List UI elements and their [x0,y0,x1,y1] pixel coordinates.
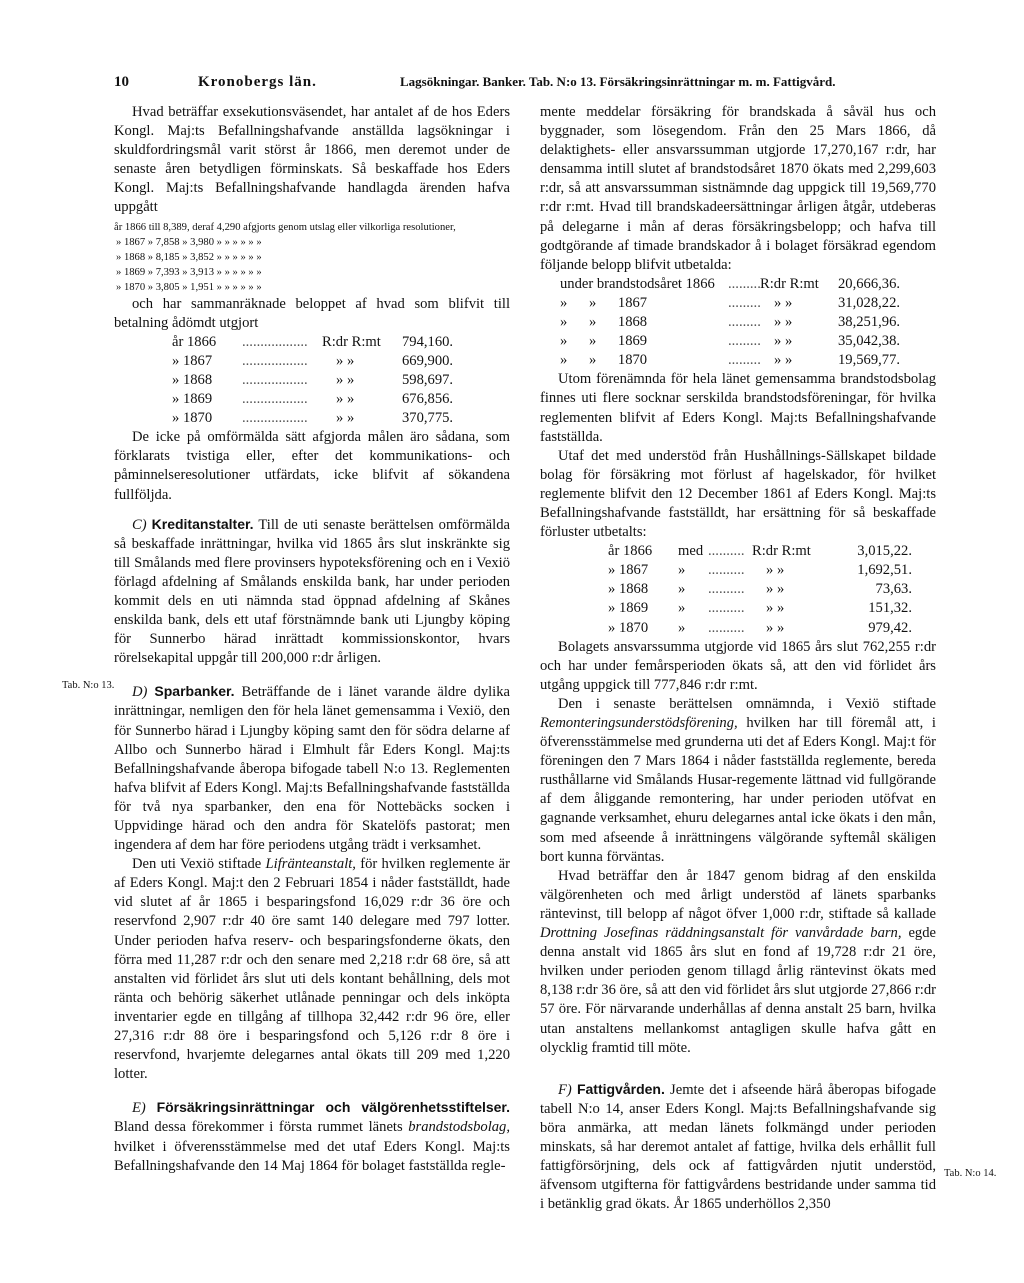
hail-row [608,561,936,580]
hail-amount: 151,32. [868,600,912,617]
section-heading: Försäkringsinrättningar och välgörenhetsstiftelser. [156,1099,511,1116]
cases-row: » 1868 » 8,185 » 3,852 » » » » » » [116,251,262,263]
fire-row [560,294,936,313]
italic-term: Drottning Josefinas räddningsanstalt för vanvårdade barn, [540,925,902,942]
text-run: för hvilken reglemente är af Eders Kongl. Maj:t den 2 Februari 1854 i nåder fastställdt, hade vid slutet af år 1865 i besparingsfond 16,029 r:dr 36 öre och reservfond 2,907 r:dr 40 öre samt 140 delegare med 797 lotter. Under perioden hafva reserv- och besparingsfonderne ökats, den förra med 11,287 r:dr och den senare med 2,218 r:dr 68 öre, så att anstalten vid förlidet års slut uti dels kontant behållning, dels mot ränta och behörig säkerhet utlånade penningar och dels inköpta inventarier egde en tillgång af tillhopa 32,442 r:dr 96 öre, eller 27,316 r:dr 88 öre i besparingsfond och 5,126 r:dr 8 öre i reservfond, hvarjemte delegarnes antal ökats till 209 med 1,220 lotter. [114,856,511,1083]
remontering-paragraph [540,695,936,867]
lagsokning-paragraph: Hvad beträffar exsekutionsväsendet, har antalet af de hos Eders Kongl. Maj:ts Befallningshafvande anställda lagsökningar i skuldfordringsmål varit störst år 1866, men deremot under de senaste åren betydligen förminskats. Så beskaffade hos Eders Kongl. Maj:ts Befallningshafvande handlagda ärenden hafva uppgått [114,104,510,216]
fire-row [560,332,936,351]
hail-year: » 1868 [608,581,649,598]
leader-dots: .................. [242,391,308,408]
cases-row: år 1866 till 8,389, deraf 4,290 afgjorts genom utslag eller vilkorliga resolutioner, [114,221,456,233]
hail-unit: R:dr R:mt [752,543,811,560]
sum-unit: » » [336,352,355,369]
cases-row: » 1870 » 3,805 » 1,951 » » » » » » [116,281,262,293]
table-reference-margin: Tab. N:o 14. [944,1168,997,1179]
brandstodsforeningar-paragraph: Utom förenämnda för hela länet gemensamma brandstodsbolag finnes uti flere socknar serskilda brandstodsföreningar, för hvilka reglementen blifvit af Eders Kongl. Maj:ts Befallningshafvande fastställda. [540,371,936,445]
section-letter: C) [132,516,147,533]
fire-amount: 35,042,38. [838,333,901,350]
cases-row: » 1869 » 7,393 » 3,913 » » » » » » [116,266,262,278]
section-letter: E) [132,1100,146,1117]
fire-unit: » » [774,333,793,350]
text-run: Hvad beträffar den år 1847 genom bidrag af den enskilda välgörenheten och med årligt understöd af länets sparbanks räntevinst, till belopp af något öfver 1,000 r:dr, stiftade så kallade [540,867,936,922]
fire-unit: R:dr R:mt [760,275,819,292]
sum-amount: 370,775. [402,410,454,427]
hagelskador-paragraph: Utaf det med understöd från Hushållnings-Sällskapet bildade bolag för försäkring mot förlust af hagelskador, för hvilket reglemente blifvit den 12 December 1861 af Eders Kongl. Maj:ts Befallningshafvande fastställdt, har ersättning för så beskaffade förluster utbetalts: [540,447,936,541]
hail-amount: 1,692,51. [857,562,912,579]
text-run: egde denna anstalt vid 1865 års slut en fond af 19,728 r:dr 21 öre, hvilken under perioden genom tillagd årlig räntevinst ökats med 8,138 r:dr 36 öre, så att den vid förlidet års slut utgjorde 27,866 r:dr 57 öre. För närvarande underhållas af denna anstalt 25 barn, hvilka utan anstaltens mellankomst antagligen skulle hafva gått en olycklig framtid till möte. [540,925,936,1056]
fire-table [540,275,936,370]
text-run: hvilken har till föremål att, i öfverensstämmelse med grunderna uti det af Eders Kongl. Maj:t för föreningen den 7 Mars 1864 i nåder fastställda reglemente, bereda rusthållarne vid Smålands Husar-regemente lättnad vid fullgörande af dem åliggande remontering, har under perioden utöfvat en gagnande verksamhet, ehuru delegarnes antal icke ökats i den mån, som med afseende å inrättningens välgörande syftemål skäligen bort kunna förväntas. [540,715,936,865]
text-run: Den i senaste berättelsen omnämnda, i Vexiö stiftade [558,695,936,712]
text-run: Den uti Vexiö stiftade [132,856,262,873]
section-letter: F) [558,1081,572,1098]
ansvarssumma-paragraph: Bolagets ansvarssumma utgjorde vid 1865 års slut 762,255 r:dr och har under femårsperioden ökats så, att den vid förlidet års utgång uppgick till 777,846 r:dr r:mt. [540,638,936,693]
right-column [540,103,936,1214]
text-run: Bland dessa förekommer i första rummet länets [114,1119,403,1136]
fire-label: » » 1868 [560,314,648,331]
fire-unit: » » [774,294,793,311]
total-sum-paragraph: och har sammanräknade beloppet af hvad som blifvit till betalning ådömdt utgjort [114,295,510,331]
sum-year: » 1870 [172,410,213,427]
leader-dots: ......... [728,275,761,292]
unresolved-paragraph: De icke på omförmälda sätt afgjorda målen äro sådana, som förklarats tvistiga eller, efter det kommunikations- och påminnelseresolutioner utfärdats, icke blifvit af sökandena fullföljda. [114,429,510,503]
hail-year: » 1870 [608,619,649,636]
leader-dots: .................. [242,410,308,427]
fire-unit: » » [774,352,793,369]
italic-term: brandstodsbolag, [408,1119,510,1136]
sum-unit: R:dr R:mt [322,333,381,350]
hail-mid: » [678,581,686,598]
leader-dots: .................. [242,333,308,350]
fire-label: under brandstodsåret 1866 [560,275,715,292]
leader-dots: ......... [728,294,761,311]
hail-row [608,599,936,618]
hail-mid: » [678,619,686,636]
sum-amount: 794,160. [402,333,454,350]
lifranteanstalt-paragraph [114,855,510,1084]
hail-mid: » [678,562,686,579]
section-body: Jemte det i afseende härå åberopas bifogade tabell N:o 14, anser Eders Kongl. Maj:ts Befallningshafvande sig böra anmärka, att medan länets folkmängd under perioden minskats, så har deremot antalet af fattige, hvilka dels erhållit full fattigförsörjning, dels ock af fattigvården njutit understöd, äfvensom utgifterna för fattigvårdens bestridande under samma tid i betänklig grad ökats. År 1865 underhöllos 2,350 [540,1081,937,1213]
section-heading: Sparbanker. [154,683,235,700]
fire-label: » » 1867 [560,294,648,311]
hail-year: » 1869 [608,600,649,617]
fire-row [560,275,936,294]
leader-dots: ......... [728,352,761,369]
fire-row [560,351,936,370]
hail-mid: med [678,543,704,560]
hail-row [608,619,936,638]
brandstod-paragraph: mente meddelar försäkring för brandskada å såväl hus och byggnader, som lösegendom. Från den 25 Mars 1866, då delaktighets- eller ansvarssumman utgjorde 17,270,167 r:dr, har densamma intill slutet af brandstodsåret 1870 ökats med 2,299,603 r:dr, så att ansvarssumman sistnämnde dag uppgick till 19,569,770 r:dr r:mt. Hvad till brandskadeersättningar årligen åtgår, utdeberas på delegarne i mån af deras försäkringsbelopp; och hafva till godtgörande af timade brandskador å i bolaget försäkrad egendom följande belopp blifvit utbetalda: [540,104,936,273]
sum-year: » 1868 [172,371,213,388]
fire-label: » » 1869 [560,333,648,350]
hail-unit: » » [766,619,785,636]
leader-dots: .......... [708,543,745,560]
sum-row [172,333,510,352]
forsakring-paragraph [114,1098,510,1175]
fire-label: » » 1870 [560,352,648,369]
sparbanker-paragraph [114,682,510,855]
hail-table [540,542,936,637]
section-heading: Fattigvården. [576,1080,665,1097]
raddningsanstalt-paragraph [540,867,936,1058]
leader-dots: .................. [242,352,308,369]
sum-year: » 1869 [172,391,213,408]
section-body: Beträffande de i länet varande äldre dylika inrättningar, nemligen den för hela länet gemensamma i Vexiö, den för Sunnerbo härad i Ljungby köping samt den för södra delarne af Allbo och Sunnerbo härad i Elmhult får Eders Kongl. Maj:ts Befallningshafvande åberopa bifogade tabell N:o 13. Reglementen hafva blifvit af Eders Kongl. Maj:ts Befallningshafvande fastställda för två nya sparbanker, den ena för Nottebäcks socken i Uppvidinge härad och den andra för Skatelöfs pastorat; men ingendera af dem har före periodens utgång trädt i verksamhet. [114,684,511,854]
fattigvarden-paragraph [540,1080,936,1215]
sum-unit: » » [336,371,355,388]
left-column [114,103,510,1176]
hail-unit: » » [766,600,785,617]
section-heading: Kreditanstalter. [151,515,254,532]
cases-row: » 1867 » 7,858 » 3,980 » » » » » » [116,236,262,248]
fire-amount: 31,028,22. [838,294,901,311]
topics-heading: Lagsökningar. Banker. Tab. N:o 13. Försäkringsinrättningar m. m. Fattigvård. [400,74,836,89]
fire-unit: » » [774,314,793,331]
page-number: 10 [114,74,129,90]
hail-amount: 979,42. [868,619,912,636]
hail-amount: 3,015,22. [857,543,912,560]
hail-row [608,580,936,599]
county-heading: Kronobergs län. [198,74,317,90]
hail-year: år 1866 [608,543,653,560]
leader-dots: ......... [728,333,761,350]
leader-dots: ......... [728,314,761,331]
cases-small-table [114,220,510,295]
hail-mid: » [678,600,686,617]
sum-row [172,409,510,428]
fire-amount: 20,666,36. [838,275,901,292]
fire-amount: 19,569,77. [838,352,901,369]
sum-year: » 1867 [172,352,213,369]
hail-year: » 1867 [608,562,649,579]
italic-term: Lifränteanstalt, [265,856,356,873]
italic-term: Remonteringsunderstödsförening, [540,715,738,731]
kreditanstalter-paragraph [114,515,510,669]
sum-year: år 1866 [172,333,217,350]
section-body: Till de uti senaste berättelsen omförmälda så beskaffade inrättningar, hvilka vid 1865 års slut inskränkte sig till Smålands med flere provinsers hypoteksförening och en i Vexiö förlagd afdelning af Smålands enskilda bank, har under perioden kommit dels en uti nämnda stad öppnad afdelning af Skånes enskilda bank, dels ett utaf förstnämnde bank uti Ljungby köping för Sunnerbo härad inrättadt kommissionskontor, hvars rörelsekapital uppgår till 200,000 r:dr årligen. [114,516,510,667]
fire-amount: 38,251,96. [838,314,901,331]
sum-amount: 669,900. [402,352,454,369]
sum-unit: » » [336,410,355,427]
sum-row [172,371,510,390]
sum-amount: 598,697. [402,371,454,388]
hail-unit: » » [766,562,785,579]
leader-dots: .......... [708,619,745,636]
leader-dots: .......... [708,581,745,598]
sum-row [172,352,510,371]
table-reference-margin: Tab. N:o 13. [62,680,115,691]
text-run: hvilket i öfverensstämmelse med det utaf Eders Kongl. Maj:ts Befallningshafvande den 14 Maj 1864 för bolaget fastställda regle- [114,1138,510,1174]
sum-table [114,333,510,428]
hail-unit: » » [766,581,785,598]
sum-unit: » » [336,391,355,408]
hail-row [608,542,936,561]
leader-dots: .......... [708,600,745,617]
leader-dots: .......... [708,562,745,579]
leader-dots: .................. [242,371,308,388]
fire-row [560,313,936,332]
section-letter: D) [132,684,148,701]
hail-amount: 73,63. [875,581,912,598]
sum-amount: 676,856. [402,391,454,408]
sum-row [172,390,510,409]
